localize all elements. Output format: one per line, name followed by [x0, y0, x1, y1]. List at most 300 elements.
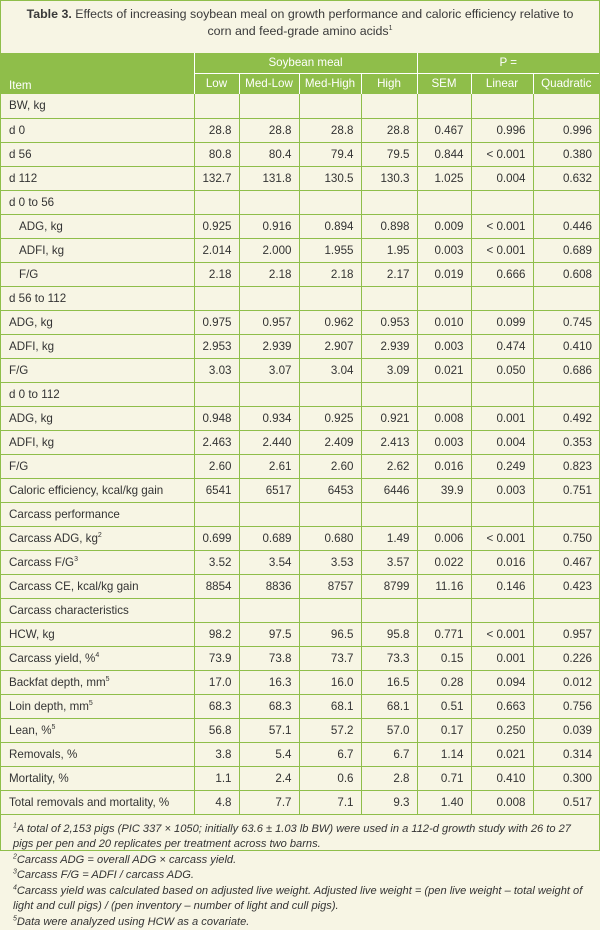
- table-cell: 0.957: [239, 310, 299, 334]
- table-cell: 1.955: [299, 238, 361, 262]
- table-cell: 0.916: [239, 214, 299, 238]
- row-label-text: F/G: [19, 268, 38, 281]
- row-label-text: Carcass yield, %: [9, 652, 95, 665]
- table-cell: 73.3: [361, 646, 417, 670]
- row-label-text: Lean, %: [9, 724, 52, 737]
- table-row: [1, 718, 599, 742]
- table-cell: 0.771: [417, 622, 471, 646]
- table-cell: 73.7: [299, 646, 361, 670]
- table-cell: 7.1: [299, 790, 361, 814]
- footnote-ref: 3: [74, 556, 78, 563]
- table-cell: 2.62: [361, 454, 417, 478]
- table-cell: [194, 382, 239, 406]
- table-cell: < 0.001: [471, 238, 533, 262]
- table-cell: 0.844: [417, 142, 471, 166]
- caption-label: Table 3.: [27, 7, 72, 21]
- table-cell: 0.010: [417, 310, 471, 334]
- row-label-text: ADG, kg: [9, 412, 53, 425]
- table-cell: 0.689: [533, 238, 599, 262]
- table-cell: 130.5: [299, 166, 361, 190]
- table-cell: 0.016: [417, 454, 471, 478]
- table-row: [1, 646, 599, 670]
- footnote: [13, 868, 587, 884]
- table-row: [1, 790, 599, 814]
- table-cell: [361, 502, 417, 526]
- footnote-text: Carcass ADG = overall ADG × carcass yield.: [17, 854, 236, 866]
- table-cell: 68.1: [299, 694, 361, 718]
- table-cell: 6453: [299, 478, 361, 502]
- table-cell: 3.54: [239, 550, 299, 574]
- table-cell: 17.0: [194, 670, 239, 694]
- table-cell: 16.5: [361, 670, 417, 694]
- table-cell: 39.9: [417, 478, 471, 502]
- table-cell: [299, 598, 361, 622]
- table-cell: 0.934: [239, 406, 299, 430]
- row-label-text: d 0: [9, 124, 25, 137]
- table-cell: [239, 382, 299, 406]
- table-cell: 0.492: [533, 406, 599, 430]
- table-cell: 98.2: [194, 622, 239, 646]
- table-cell: 130.3: [361, 166, 417, 190]
- table-cell: 0.750: [533, 526, 599, 550]
- table-cell: 3.57: [361, 550, 417, 574]
- table-cell: 3.03: [194, 358, 239, 382]
- row-label-text: d 0 to 112: [9, 388, 60, 401]
- table-cell: 79.5: [361, 142, 417, 166]
- row-label: [1, 574, 194, 598]
- table-cell: 0.249: [471, 454, 533, 478]
- table-row: [1, 118, 599, 142]
- table-cell: 0.898: [361, 214, 417, 238]
- table-row: [1, 694, 599, 718]
- footnote: [13, 822, 587, 853]
- table-cell: [299, 286, 361, 310]
- table-cell: 0.012: [533, 670, 599, 694]
- column-header: SEM: [417, 73, 471, 94]
- table-cell: [361, 382, 417, 406]
- table-cell: 0.745: [533, 310, 599, 334]
- footnote-marker: 4: [13, 884, 17, 891]
- table-cell: [471, 286, 533, 310]
- table-cell: 2.000: [239, 238, 299, 262]
- table-row: [1, 166, 599, 190]
- section-row: [1, 502, 599, 526]
- row-label-text: F/G: [9, 460, 28, 473]
- footnote-text: Carcass yield was calculated based on adjusted live weight. Adjusted live weight = (pen live weight – total weight of light and cull pigs) / (pen inventory – number of light and cull pigs).: [13, 885, 582, 913]
- table-cell: 2.8: [361, 766, 417, 790]
- table-cell: [361, 190, 417, 214]
- table-cell: 0.925: [299, 406, 361, 430]
- column-header: Med-Low: [239, 73, 299, 94]
- table-cell: [471, 94, 533, 118]
- table-cell: [471, 502, 533, 526]
- table-cell: 0.380: [533, 142, 599, 166]
- row-label-text: d 56: [9, 148, 32, 161]
- table-row: [1, 670, 599, 694]
- table-cell: [239, 94, 299, 118]
- row-label: [1, 670, 194, 694]
- table-cell: 2.18: [239, 262, 299, 286]
- table-cell: 0.008: [417, 406, 471, 430]
- row-label: [1, 142, 194, 166]
- table-cell: 68.3: [194, 694, 239, 718]
- table-cell: 0.925: [194, 214, 239, 238]
- table-cell: 57.1: [239, 718, 299, 742]
- table-cell: 0.146: [471, 574, 533, 598]
- table-cell: [194, 286, 239, 310]
- row-label: [1, 742, 194, 766]
- table-cell: 0.608: [533, 262, 599, 286]
- row-label-text: Backfat depth, mm: [9, 676, 106, 689]
- table-row: [1, 262, 599, 286]
- row-label-text: F/G: [9, 364, 28, 377]
- row-label-text: Total removals and mortality, %: [9, 796, 169, 809]
- table-cell: 0.996: [471, 118, 533, 142]
- row-label-text: Removals, %: [9, 748, 77, 761]
- footnote-text: Carcass F/G = ADFI / carcass ADG.: [17, 869, 194, 881]
- table-body: [1, 94, 599, 814]
- table-cell: 0.962: [299, 310, 361, 334]
- table-cell: 2.413: [361, 430, 417, 454]
- table-cell: 0.680: [299, 526, 361, 550]
- table-cell: 0.009: [417, 214, 471, 238]
- table-cell: 2.18: [194, 262, 239, 286]
- table-cell: 97.5: [239, 622, 299, 646]
- table-cell: 1.95: [361, 238, 417, 262]
- table-cell: 3.52: [194, 550, 239, 574]
- table-cell: 3.53: [299, 550, 361, 574]
- footnote-ref: 5: [89, 700, 93, 707]
- row-label-text: Carcass F/G: [9, 556, 74, 569]
- row-label: [1, 766, 194, 790]
- table-cell: 0.6: [299, 766, 361, 790]
- caption-footnote-ref: 1: [389, 25, 393, 32]
- table-cell: 0.016: [471, 550, 533, 574]
- table-cell: [533, 382, 599, 406]
- table-cell: 2.4: [239, 766, 299, 790]
- footnote-marker: 3: [13, 868, 17, 875]
- table-cell: 0.446: [533, 214, 599, 238]
- table-cell: 0.756: [533, 694, 599, 718]
- row-label-text: BW, kg: [9, 99, 46, 112]
- table-cell: [239, 502, 299, 526]
- row-label: [1, 478, 194, 502]
- table-cell: 57.2: [299, 718, 361, 742]
- footnote: [13, 884, 587, 915]
- table-cell: [471, 382, 533, 406]
- table-cell: 0.28: [417, 670, 471, 694]
- table-cell: 0.51: [417, 694, 471, 718]
- table-cell: [417, 190, 471, 214]
- table-row: [1, 430, 599, 454]
- row-label-text: Carcass CE, kcal/kg gain: [9, 580, 139, 593]
- table-cell: [299, 190, 361, 214]
- table-cell: 0.004: [471, 166, 533, 190]
- table-cell: [239, 598, 299, 622]
- table-cell: 0.314: [533, 742, 599, 766]
- table-cell: 2.60: [194, 454, 239, 478]
- table-cell: 0.004: [471, 430, 533, 454]
- table-row: [1, 622, 599, 646]
- table-cell: 3.09: [361, 358, 417, 382]
- footnote-ref: 2: [98, 532, 102, 539]
- table-cell: 0.15: [417, 646, 471, 670]
- row-label: [1, 430, 194, 454]
- table-cell: 2.18: [299, 262, 361, 286]
- table-cell: [299, 502, 361, 526]
- row-label: [1, 310, 194, 334]
- table-cell: 0.467: [533, 550, 599, 574]
- table-cell: 131.8: [239, 166, 299, 190]
- table-cell: 28.8: [194, 118, 239, 142]
- table-cell: 0.094: [471, 670, 533, 694]
- section-row: [1, 286, 599, 310]
- table-cell: [299, 382, 361, 406]
- table-cell: 2.014: [194, 238, 239, 262]
- table-row: [1, 766, 599, 790]
- section-label: [1, 502, 194, 526]
- table-cell: 0.300: [533, 766, 599, 790]
- row-label-text: d 0 to 56: [9, 196, 54, 209]
- table-cell: [194, 598, 239, 622]
- column-header: Linear: [471, 73, 533, 94]
- table-cell: 0.003: [417, 238, 471, 262]
- table-cell: 2.60: [299, 454, 361, 478]
- table-cell: < 0.001: [471, 526, 533, 550]
- table-cell: 28.8: [361, 118, 417, 142]
- table-cell: [533, 502, 599, 526]
- table-cell: 28.8: [299, 118, 361, 142]
- row-label-text: Mortality, %: [9, 772, 69, 785]
- table-cell: [194, 502, 239, 526]
- table-cell: 5.4: [239, 742, 299, 766]
- table-cell: 4.8: [194, 790, 239, 814]
- footnote-ref: 5: [106, 676, 110, 683]
- row-label-text: Carcass performance: [9, 508, 120, 521]
- table-cell: 0.006: [417, 526, 471, 550]
- footnote-marker: 5: [13, 915, 17, 922]
- table-cell: 0.996: [533, 118, 599, 142]
- table-cell: 0.699: [194, 526, 239, 550]
- row-label: [1, 526, 194, 550]
- row-label: [1, 646, 194, 670]
- table-row: [1, 406, 599, 430]
- table-cell: [239, 190, 299, 214]
- row-label: [1, 334, 194, 358]
- section-label: [1, 190, 194, 214]
- table-cell: 0.632: [533, 166, 599, 190]
- table-cell: 3.04: [299, 358, 361, 382]
- table-cell: 0.423: [533, 574, 599, 598]
- footnotes: [1, 815, 599, 930]
- column-header: High: [361, 73, 417, 94]
- table-cell: 0.953: [361, 310, 417, 334]
- table-cell: 2.939: [361, 334, 417, 358]
- row-label-text: Loin depth, mm: [9, 700, 89, 713]
- table-cell: 0.019: [417, 262, 471, 286]
- row-label-text: Carcass ADG, kg: [9, 532, 98, 545]
- caption-text: Effects of increasing soybean meal on growth performance and caloric efficiency relative to corn and feed-grade amino acids: [72, 7, 574, 38]
- row-label: [1, 166, 194, 190]
- table-cell: 6541: [194, 478, 239, 502]
- table-row: [1, 358, 599, 382]
- table-cell: [471, 190, 533, 214]
- table-cell: 57.0: [361, 718, 417, 742]
- table-cell: 0.823: [533, 454, 599, 478]
- table-cell: 2.61: [239, 454, 299, 478]
- section-label: [1, 382, 194, 406]
- table-cell: [417, 502, 471, 526]
- row-label-text: ADG, kg: [19, 220, 63, 233]
- table-cell: 16.0: [299, 670, 361, 694]
- table-cell: [533, 598, 599, 622]
- section-label: [1, 598, 194, 622]
- table-cell: [361, 94, 417, 118]
- table-cell: [533, 286, 599, 310]
- row-label-text: d 56 to 112: [9, 292, 66, 305]
- table-cell: [194, 94, 239, 118]
- table-cell: 0.003: [417, 430, 471, 454]
- table-cell: 0.948: [194, 406, 239, 430]
- footnote-text: Data were analyzed using HCW as a covariate.: [17, 916, 249, 928]
- table-cell: 0.410: [471, 766, 533, 790]
- table-cell: 1.14: [417, 742, 471, 766]
- footnote-marker: 1: [13, 822, 17, 829]
- row-label: [1, 406, 194, 430]
- table-cell: 2.440: [239, 430, 299, 454]
- table-cell: [417, 382, 471, 406]
- row-label: [1, 358, 194, 382]
- footnote: [13, 853, 587, 869]
- table-cell: [417, 94, 471, 118]
- table-cell: 0.039: [533, 718, 599, 742]
- item-column-header: Item: [1, 53, 194, 94]
- table-row: [1, 478, 599, 502]
- row-label: [1, 550, 194, 574]
- table-cell: [417, 598, 471, 622]
- row-label-text: HCW, kg: [9, 628, 55, 641]
- table-cell: 6446: [361, 478, 417, 502]
- table-cell: 0.957: [533, 622, 599, 646]
- table-cell: 6.7: [299, 742, 361, 766]
- row-label-text: Caloric efficiency, kcal/kg gain: [9, 484, 163, 497]
- table-cell: 6.7: [361, 742, 417, 766]
- table-cell: 80.8: [194, 142, 239, 166]
- table-cell: 1.1: [194, 766, 239, 790]
- row-label-text: ADFI, kg: [19, 244, 64, 257]
- table-cell: 0.467: [417, 118, 471, 142]
- table-cell: 2.409: [299, 430, 361, 454]
- table-cell: 0.003: [471, 478, 533, 502]
- table-cell: 0.666: [471, 262, 533, 286]
- table-row: [1, 214, 599, 238]
- table-cell: 132.7: [194, 166, 239, 190]
- table-cell: 8854: [194, 574, 239, 598]
- table-cell: 56.8: [194, 718, 239, 742]
- table-cell: 68.3: [239, 694, 299, 718]
- table-cell: 0.001: [471, 406, 533, 430]
- table-cell: 0.921: [361, 406, 417, 430]
- table-cell: 0.099: [471, 310, 533, 334]
- table-cell: 0.353: [533, 430, 599, 454]
- table-cell: [417, 286, 471, 310]
- table-cell: [533, 94, 599, 118]
- row-label-text: ADG, kg: [9, 316, 53, 329]
- table-cell: 0.050: [471, 358, 533, 382]
- table-cell: 0.226: [533, 646, 599, 670]
- table-cell: 0.474: [471, 334, 533, 358]
- row-label: [1, 622, 194, 646]
- table-cell: [194, 190, 239, 214]
- section-row: [1, 382, 599, 406]
- row-label: [1, 718, 194, 742]
- table-cell: 0.686: [533, 358, 599, 382]
- row-label: [1, 262, 194, 286]
- table-cell: 0.689: [239, 526, 299, 550]
- table-row: [1, 310, 599, 334]
- table-cell: 2.907: [299, 334, 361, 358]
- section-label: [1, 286, 194, 310]
- table-cell: 80.4: [239, 142, 299, 166]
- row-label-text: ADFI, kg: [9, 436, 54, 449]
- table-cell: 7.7: [239, 790, 299, 814]
- table-cell: 1.025: [417, 166, 471, 190]
- section-row: [1, 598, 599, 622]
- section-row: [1, 190, 599, 214]
- column-header: Med-High: [299, 73, 361, 94]
- row-label-text: d 112: [9, 172, 37, 185]
- row-label: [1, 454, 194, 478]
- table-row: [1, 142, 599, 166]
- table-cell: 0.71: [417, 766, 471, 790]
- table-cell: 11.16: [417, 574, 471, 598]
- table-cell: 0.975: [194, 310, 239, 334]
- table-row: [1, 454, 599, 478]
- table-header: [1, 53, 599, 94]
- footnote-marker: 2: [13, 853, 17, 860]
- p-value-group-header: P =: [417, 53, 599, 73]
- table-cell: 8799: [361, 574, 417, 598]
- table-cell: 3.8: [194, 742, 239, 766]
- table-cell: 6517: [239, 478, 299, 502]
- table-cell: 0.022: [417, 550, 471, 574]
- table-row: [1, 526, 599, 550]
- table-cell: 0.003: [417, 334, 471, 358]
- row-label: [1, 214, 194, 238]
- table-cell: 0.021: [417, 358, 471, 382]
- table-cell: 0.894: [299, 214, 361, 238]
- table-cell: 9.3: [361, 790, 417, 814]
- table-cell: [361, 286, 417, 310]
- table-cell: 0.008: [471, 790, 533, 814]
- soybean-meal-group-header: Soybean meal: [194, 53, 417, 73]
- table-cell: 0.517: [533, 790, 599, 814]
- table-cell: [361, 598, 417, 622]
- table-cell: 73.8: [239, 646, 299, 670]
- table-cell: 79.4: [299, 142, 361, 166]
- table-cell: 8836: [239, 574, 299, 598]
- table-row: [1, 334, 599, 358]
- table-cell: 16.3: [239, 670, 299, 694]
- table-cell: [239, 286, 299, 310]
- row-label-text: ADFI, kg: [9, 340, 54, 353]
- section-label: [1, 94, 194, 118]
- table-cell: 96.5: [299, 622, 361, 646]
- table-row: [1, 742, 599, 766]
- table-cell: 2.17: [361, 262, 417, 286]
- table-row: [1, 574, 599, 598]
- table-cell: 8757: [299, 574, 361, 598]
